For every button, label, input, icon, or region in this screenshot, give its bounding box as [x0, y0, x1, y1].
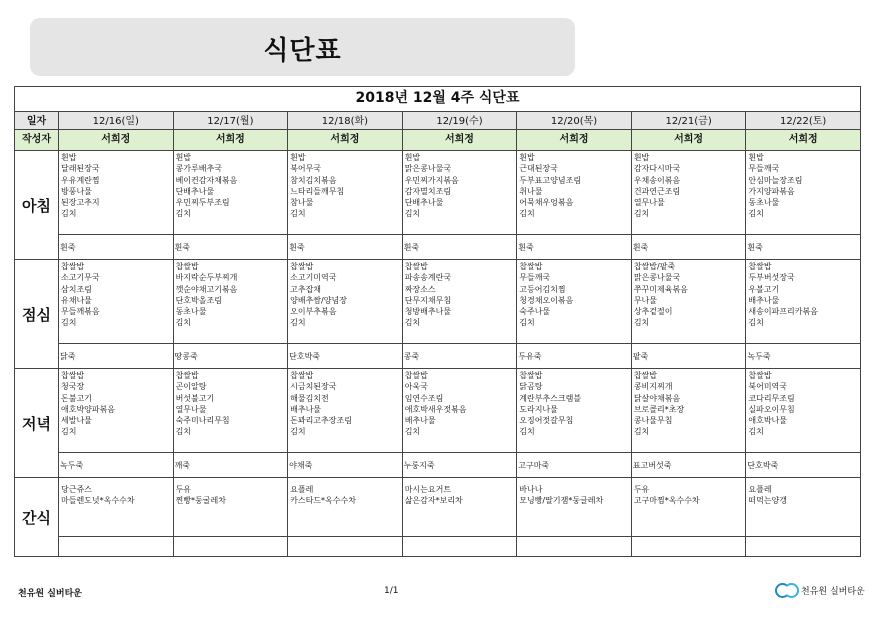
empty-cell [288, 537, 403, 557]
menu-item: 김치 [748, 318, 764, 328]
menu-cell [288, 260, 403, 344]
menu-item: 취나물 [519, 186, 543, 196]
title-banner [30, 18, 575, 76]
porridge-cell: 야채죽 [288, 453, 403, 478]
menu-item: 닭살야채볶음 [633, 393, 681, 403]
menu-item: 오이부추볶음 [290, 307, 337, 317]
menu-item: 쭈꾸미제육볶음 [633, 284, 688, 294]
menu-item: 돈불고기 [61, 393, 92, 403]
table-caption: 2018년 12월 4주 식단표 [15, 87, 861, 112]
menu-item: 유채나물 [61, 295, 92, 305]
menu-item: 짜장소스 [404, 284, 436, 294]
menu-item: 바나나 [519, 485, 543, 494]
porridge-cell: 누룽지죽 [402, 453, 517, 478]
author-cell: 서희정 [402, 130, 517, 151]
menu-item: 김치 [404, 209, 421, 219]
menu-item: 동초나물 [748, 198, 780, 208]
menu-item: 소고기무국 [61, 273, 100, 283]
empty-cell [402, 537, 517, 557]
menu-item: 도라지나물 [519, 404, 558, 414]
date-cell: 12/22(토) [746, 112, 861, 130]
menu-item: 찹쌀밥 [633, 371, 657, 380]
menu-item: 브로콜리*초장 [633, 404, 685, 414]
author-cell: 서희정 [517, 130, 632, 151]
menu-item: 흰밥 [175, 153, 192, 162]
menu-item: 모닝빵/딸기잼*둥글레차 [519, 496, 604, 506]
empty-cell [517, 537, 632, 557]
menu-cell [173, 478, 288, 537]
author-cell: 서희정 [288, 130, 403, 151]
menu-item: 김치 [175, 427, 192, 437]
menu-item: 상추겉절이 [633, 307, 673, 317]
menu-item: 아욱국 [404, 382, 428, 392]
menu-cell [631, 369, 746, 453]
menu-item: 세발나물 [61, 416, 92, 426]
menu-cell [746, 369, 861, 453]
menu-item: 버섯불고기 [175, 393, 215, 403]
menu-item: 흰밥 [61, 153, 77, 162]
menu-item: 단배추나물 [404, 198, 444, 208]
porridge-cell: 고구마죽 [517, 453, 632, 478]
menu-item: 고추잡채 [290, 284, 322, 294]
menu-item: 단배추나물 [175, 186, 215, 196]
menu-item: 요플레 [748, 485, 772, 494]
menu-item: 우채송이볶음 [633, 175, 681, 185]
meal-label: 저녁 [15, 369, 59, 478]
date-cell: 12/18(화) [288, 112, 403, 130]
menu-item: 해물김치전 [290, 393, 329, 403]
menu-item: 마들렌도넛*옥수수차 [61, 496, 135, 506]
menu-item: 찹쌀밥 [61, 371, 85, 380]
menu-item: 흰밥 [290, 153, 306, 162]
date-cell: 12/20(목) [517, 112, 632, 130]
menu-item: 삶은감자*보리차 [404, 496, 463, 506]
date-cell: 12/21(금) [631, 112, 746, 130]
menu-cell [173, 151, 288, 235]
menu-item: 김치 [61, 209, 77, 219]
menu-item: 찹쌀밥 [61, 262, 85, 271]
menu-item: 감자다시마국 [633, 164, 681, 174]
menu-item: 가지양파볶음 [748, 186, 795, 196]
menu-item: 열무나물 [175, 404, 207, 414]
menu-cell [631, 478, 746, 537]
menu-cell [402, 151, 517, 235]
menu-item: 김치 [748, 209, 764, 219]
menu-item: 찹쌀밥 [404, 371, 428, 380]
menu-item: 바지락순두부찌개 [175, 273, 238, 283]
menu-item: 김치 [290, 209, 306, 219]
empty-cell [59, 537, 174, 557]
date-cell: 12/16(일) [59, 112, 174, 130]
menu-cell [631, 260, 746, 344]
menu-item: 당근쥬스 [61, 485, 92, 494]
org-logo [775, 582, 865, 598]
menu-item: 어묵채우엉볶음 [519, 198, 574, 208]
footer-org-name: 천유원 실버타운 [18, 589, 82, 599]
menu-cell [746, 478, 861, 537]
menu-item: 무나물 [633, 295, 657, 305]
menu-item: 돈꽈리고추장조림 [290, 416, 352, 426]
menu-cell [59, 260, 174, 344]
porridge-cell: 표고버섯죽 [631, 453, 746, 478]
menu-item: 두부버섯장국 [748, 273, 795, 283]
menu-item: 닭곰탕 [519, 382, 543, 392]
menu-item: 배추나물 [290, 404, 322, 414]
menu-item: 두유 [175, 485, 192, 494]
date-header-label: 일자 [15, 112, 59, 130]
menu-item: 코다리무조림 [748, 393, 795, 403]
porridge-cell: 흰죽 [402, 235, 517, 260]
menu-item: 찹쌀밥 [404, 262, 428, 271]
empty-cell [746, 537, 861, 557]
menu-item: 흰밥 [519, 153, 535, 162]
menu-item: 김치 [633, 209, 650, 219]
menu-item: 소고기미역국 [290, 273, 337, 283]
menu-item: 청국장 [61, 382, 85, 392]
menu-item: 두부표고양념조림 [519, 175, 582, 185]
menu-item: 임연수조림 [404, 393, 444, 403]
menu-item: 김치 [519, 318, 535, 328]
menu-item: 무들깨국 [519, 273, 551, 283]
porridge-cell: 땅콩죽 [173, 344, 288, 369]
logo-icon [775, 582, 799, 598]
porridge-cell: 흰죽 [288, 235, 403, 260]
menu-item: 고등어김치찜 [519, 284, 566, 294]
menu-item: 새송이파프리카볶음 [748, 307, 818, 317]
porridge-cell: 닭죽 [59, 344, 174, 369]
menu-item: 요플레 [290, 485, 314, 494]
menu-item: 김치 [519, 427, 535, 437]
menu-item: 청경채오이볶음 [519, 295, 574, 305]
menu-item: 열무나물 [633, 198, 665, 208]
empty-cell [173, 537, 288, 557]
menu-item: 실파오이무침 [748, 404, 795, 414]
menu-item: 안심마늘장조림 [748, 175, 803, 185]
porridge-cell: 흰죽 [59, 235, 174, 260]
author-header-label: 작성자 [15, 130, 59, 151]
menu-cell [59, 369, 174, 453]
porridge-cell: 흰죽 [173, 235, 288, 260]
menu-cell [517, 369, 632, 453]
menu-item: 찹쌀밥/팥죽 [633, 262, 676, 271]
menu-item: 찐빵*둥굴레차 [175, 496, 226, 506]
date-cell: 12/17(월) [173, 112, 288, 130]
porridge-cell: 단호박죽 [746, 453, 861, 478]
menu-item: 김치 [404, 318, 421, 328]
menu-item: 북어무국 [290, 164, 322, 174]
menu-cell [402, 478, 517, 537]
author-cell: 서희정 [59, 130, 174, 151]
menu-cell [59, 151, 174, 235]
menu-item: 우민찌가지볶음 [404, 175, 459, 185]
porridge-cell: 흰죽 [746, 235, 861, 260]
porridge-cell: 깨죽 [173, 453, 288, 478]
menu-item: 콩가루배추국 [175, 164, 222, 174]
empty-cell [631, 537, 746, 557]
menu-cell [402, 260, 517, 344]
menu-item: 양배추쌈/양념장 [290, 295, 347, 305]
menu-item: 계란부추스크램블 [519, 393, 582, 403]
meal-label: 점심 [15, 260, 59, 369]
menu-item: 김치 [175, 209, 192, 219]
menu-item: 오징어젓갈무침 [519, 416, 574, 426]
menu-cell [173, 369, 288, 453]
menu-item: 두유 [633, 485, 650, 494]
porridge-cell: 녹두죽 [59, 453, 174, 478]
menu-item: 파송송계란국 [404, 273, 452, 283]
date-cell: 12/19(수) [402, 112, 517, 130]
menu-item: 삼치조림 [61, 284, 92, 294]
menu-item: 떠먹는양갱 [748, 496, 788, 506]
porridge-cell: 두유죽 [517, 344, 632, 369]
porridge-cell: 단호박죽 [288, 344, 403, 369]
menu-item: 김치 [748, 427, 764, 437]
menu-item: 단호박올조림 [175, 295, 222, 305]
menu-cell [288, 151, 403, 235]
menu-item: 베이컨감자채볶음 [175, 175, 238, 185]
porridge-cell: 팥죽 [631, 344, 746, 369]
menu-item: 고구마찜*옥수수차 [633, 496, 700, 506]
author-cell: 서희정 [746, 130, 861, 151]
porridge-cell: 콩죽 [402, 344, 517, 369]
menu-item: 김치 [519, 209, 535, 219]
menu-item: 김치 [290, 318, 306, 328]
menu-item: 찹쌀밥 [519, 262, 543, 271]
menu-item: 흰밥 [748, 153, 764, 162]
menu-item: 애호박양파볶음 [61, 404, 116, 414]
menu-item: 무들깨국 [748, 164, 780, 174]
menu-item: 찹쌀밥 [290, 262, 314, 271]
menu-item: 찹쌀밥 [748, 262, 772, 271]
menu-item: 참나물 [290, 198, 314, 208]
menu-item: 시금치된장국 [290, 382, 337, 392]
menu-cell [631, 151, 746, 235]
menu-item: 김치 [61, 427, 77, 437]
menu-cell [173, 260, 288, 344]
menu-item: 콩나물무침 [633, 416, 673, 426]
menu-item: 김치 [61, 318, 77, 328]
menu-item: 찹쌀밥 [748, 371, 772, 380]
menu-item: 곤이알탕 [175, 382, 207, 392]
menu-item: 김치 [175, 318, 192, 328]
menu-cell [746, 260, 861, 344]
menu-item: 우유계란찜 [61, 175, 100, 185]
porridge-cell: 녹두죽 [746, 344, 861, 369]
menu-item: 숙주미나리무침 [175, 416, 230, 426]
menu-cell [517, 260, 632, 344]
menu-item: 김치 [633, 318, 650, 328]
menu-cell [288, 478, 403, 537]
menu-item: 배추나물 [748, 295, 780, 305]
menu-item: 된장고추지 [61, 198, 100, 208]
menu-cell [746, 151, 861, 235]
menu-item: 북어미역국 [748, 382, 788, 392]
menu-item: 청방배추나물 [404, 307, 452, 317]
menu-cell [59, 478, 174, 537]
menu-cell [402, 369, 517, 453]
menu-item: 콩비지찌개 [633, 382, 673, 392]
meal-plan-table [14, 86, 861, 557]
author-cell: 서희정 [631, 130, 746, 151]
author-cell: 서희정 [173, 130, 288, 151]
menu-item: 무들깨볶음 [61, 307, 100, 317]
menu-item: 마시는요거트 [404, 485, 452, 494]
menu-item: 찹쌀밥 [175, 262, 199, 271]
menu-item: 달래된장국 [61, 164, 100, 174]
menu-item: 찹쌀밥 [519, 371, 543, 380]
menu-item: 애호박새우젓볶음 [404, 404, 467, 414]
menu-item: 김치 [290, 427, 306, 437]
page-number: 1/1 [384, 586, 399, 596]
porridge-cell: 흰죽 [631, 235, 746, 260]
page-title: 식단표 [263, 36, 342, 66]
menu-item: 맑은콩나물국 [404, 164, 452, 174]
menu-item: 깻순야채고기볶음 [175, 284, 238, 294]
menu-item: 건과연근조림 [633, 186, 681, 196]
porridge-cell: 흰죽 [517, 235, 632, 260]
menu-item: 숙주나물 [519, 307, 551, 317]
menu-item: 방풍나물 [61, 186, 92, 196]
menu-item: 흰밥 [404, 153, 421, 162]
menu-item: 흰밥 [633, 153, 650, 162]
logo-text: 천유원 실버타운 [801, 586, 865, 597]
menu-item: 배추나물 [404, 416, 436, 426]
menu-item: 참치김치볶음 [290, 175, 337, 185]
menu-cell [517, 151, 632, 235]
menu-item: 단무지채무침 [404, 295, 452, 305]
menu-item: 근대된장국 [519, 164, 558, 174]
menu-item: 우볼고기 [748, 284, 780, 294]
menu-item: 동초나물 [175, 307, 207, 317]
menu-cell [517, 478, 632, 537]
menu-item: 찹쌀밥 [290, 371, 314, 380]
menu-item: 카스타드*옥수수차 [290, 496, 356, 506]
meal-label: 간식 [15, 478, 59, 557]
menu-item: 애호박나물 [748, 416, 788, 426]
meal-label: 아침 [15, 151, 59, 260]
menu-item: 느타리들깨무침 [290, 186, 345, 196]
menu-item: 김치 [633, 427, 650, 437]
menu-item: 찹쌀밥 [175, 371, 199, 380]
menu-item: 감자멸치조림 [404, 186, 452, 196]
menu-cell [288, 369, 403, 453]
menu-item: 김치 [404, 427, 421, 437]
menu-item: 우민찌두부조림 [175, 198, 230, 208]
menu-item: 맑은콩나물국 [633, 273, 681, 283]
